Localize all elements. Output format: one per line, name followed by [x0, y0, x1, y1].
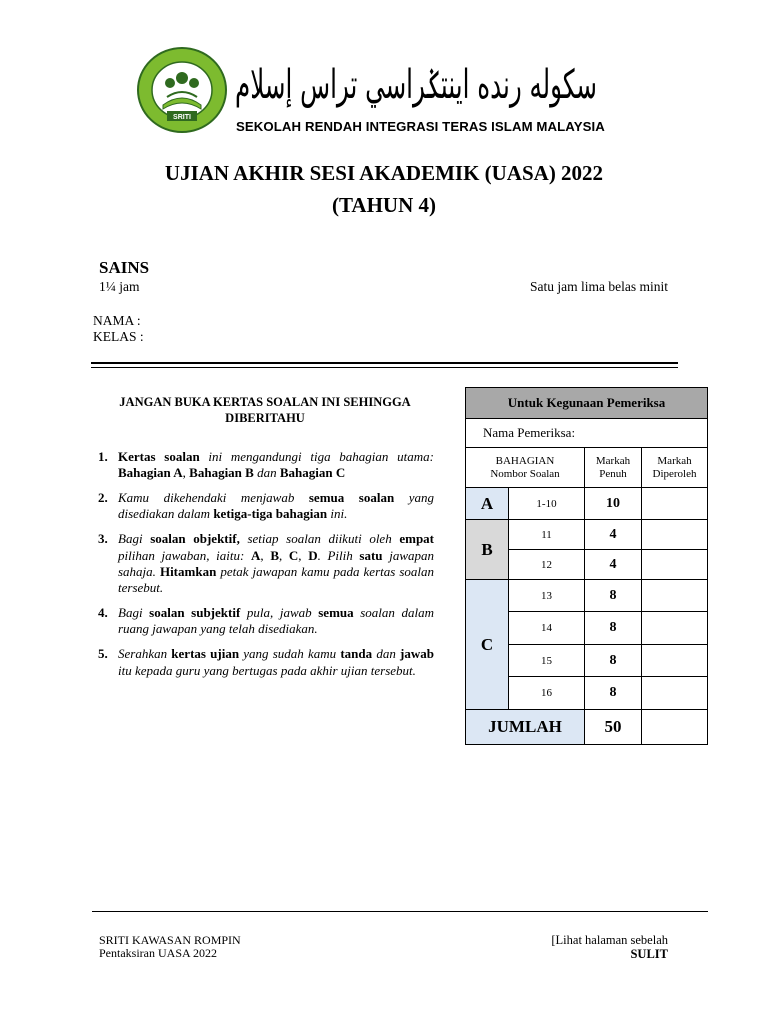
duration-short: 1¼ jam — [99, 279, 140, 294]
full-marks: 8 — [585, 612, 642, 645]
footer-classification: SULIT — [630, 947, 668, 961]
obtained-marks-cell[interactable] — [642, 645, 708, 677]
exam-title: UJIAN AKHIR SESI AKADEMIK (UASA) 2022 — [164, 161, 604, 185]
examiner-name-field[interactable]: Nama Pemeriksa: — [466, 419, 708, 448]
obtained-marks-cell[interactable] — [642, 612, 708, 645]
total-row — [466, 710, 708, 745]
instruction-text: Kertas soalan ini mengandungi tiga bahagian utama: Bahagian A, Bahagian B dan Bahagian C — [118, 449, 434, 481]
question-number: 11 — [509, 520, 585, 550]
instruction-item — [98, 531, 434, 596]
footer-divider — [92, 911, 708, 912]
instruction-item — [98, 646, 434, 679]
examiner-name-row — [466, 419, 708, 448]
total-full-marks: 50 — [585, 710, 642, 745]
full-marks: 4 — [585, 550, 642, 580]
duration-long: Satu jam lima belas minit — [530, 279, 668, 294]
school-name: SEKOLAH RENDAH INTEGRASI TERAS ISLAM MALAYSIA — [236, 119, 605, 134]
table-title-row — [466, 388, 708, 419]
full-marks: 4 — [585, 520, 642, 550]
divider-thin — [91, 367, 678, 368]
col-obtained-marks-header: Markah Diperoleh — [642, 448, 708, 488]
table-row — [466, 520, 708, 550]
instruction-text: Kamu dikehendaki menjawab semua soalan yang disediakan dalam ketiga-tiga bahagian ini. — [118, 490, 434, 522]
examiner-table — [465, 387, 708, 745]
instruction-text: Bagi soalan objektif, setiap soalan diikuti oleh empat pilihan jawaban, iaitu: A, B, C, D. Pilih satu jawapan sahaja. Hitamkan petak jawapan kamu pada kertas soalan tersebut. — [118, 531, 435, 596]
column-header-row — [466, 448, 708, 488]
full-marks: 10 — [585, 488, 642, 520]
obtained-marks-cell[interactable] — [642, 520, 708, 550]
instruction-number: 3. — [98, 531, 108, 547]
question-number: 14 — [509, 612, 585, 645]
instruction-text: Serahkan kertas ujian yang sudah kamu tanda dan jawab itu kepada guru yang bertugas pada akhir ujian tersebut. — [118, 646, 434, 678]
table-row — [466, 580, 708, 612]
footer-next-page: [Lihat halaman sebelah — [551, 933, 668, 947]
col-full-marks-header: Markah Penuh — [585, 448, 642, 488]
instruction-number: 2. — [98, 490, 108, 506]
table-row — [466, 488, 708, 520]
question-number: 15 — [509, 645, 585, 677]
divider-thick — [91, 362, 678, 364]
instruction-number: 5. — [98, 646, 108, 662]
obtained-marks-cell[interactable] — [642, 550, 708, 580]
footer-assessment: Pentaksiran UASA 2022 — [99, 946, 217, 960]
question-number: 1-10 — [509, 488, 585, 520]
instruction-text: Bagi soalan subjektif pula, jawab semua soalan dalam ruang jawapan yang telah disediakan. — [118, 605, 434, 637]
obtained-marks-cell[interactable] — [642, 677, 708, 710]
total-obtained-cell[interactable] — [642, 710, 708, 745]
subject-title: SAINS — [99, 258, 150, 277]
class-field-label: KELAS : — [93, 329, 144, 344]
instructions-list — [98, 449, 434, 688]
jawi-school-name: سکوله رنده اينتݢراسي تراس إسلام — [235, 62, 597, 108]
question-number: 12 — [509, 550, 585, 580]
question-number: 13 — [509, 580, 585, 612]
name-field-label: NAMA : — [93, 313, 141, 328]
jawi-calligraphy — [230, 52, 602, 118]
instructions-warning: JANGAN BUKA KERTAS SOALAN INI SEHINGGA DIBERITAHU — [119, 395, 411, 425]
question-number: 16 — [509, 677, 585, 710]
instruction-item — [98, 605, 434, 638]
col-section-header: BAHAGIAN Nombor Soalan — [466, 448, 585, 488]
instruction-number: 4. — [98, 605, 108, 621]
section-c-cell: C — [466, 580, 509, 710]
exam-year: (TAHUN 4) — [331, 193, 436, 217]
instruction-item — [98, 449, 434, 482]
full-marks: 8 — [585, 645, 642, 677]
full-marks: 8 — [585, 580, 642, 612]
logo-text: SRITI — [173, 114, 191, 121]
obtained-marks-cell[interactable] — [642, 580, 708, 612]
section-b-cell: B — [466, 520, 509, 580]
full-marks: 8 — [585, 677, 642, 710]
instruction-number: 1. — [98, 449, 108, 464]
obtained-marks-cell[interactable] — [642, 488, 708, 520]
footer-school: SRITI KAWASAN ROMPIN — [99, 933, 241, 947]
school-logo — [137, 47, 227, 133]
total-label: JUMLAH — [466, 710, 585, 745]
table-title: Untuk Kegunaan Pemeriksa — [466, 388, 708, 419]
instruction-item — [98, 490, 434, 523]
section-a-cell: A — [466, 488, 509, 520]
